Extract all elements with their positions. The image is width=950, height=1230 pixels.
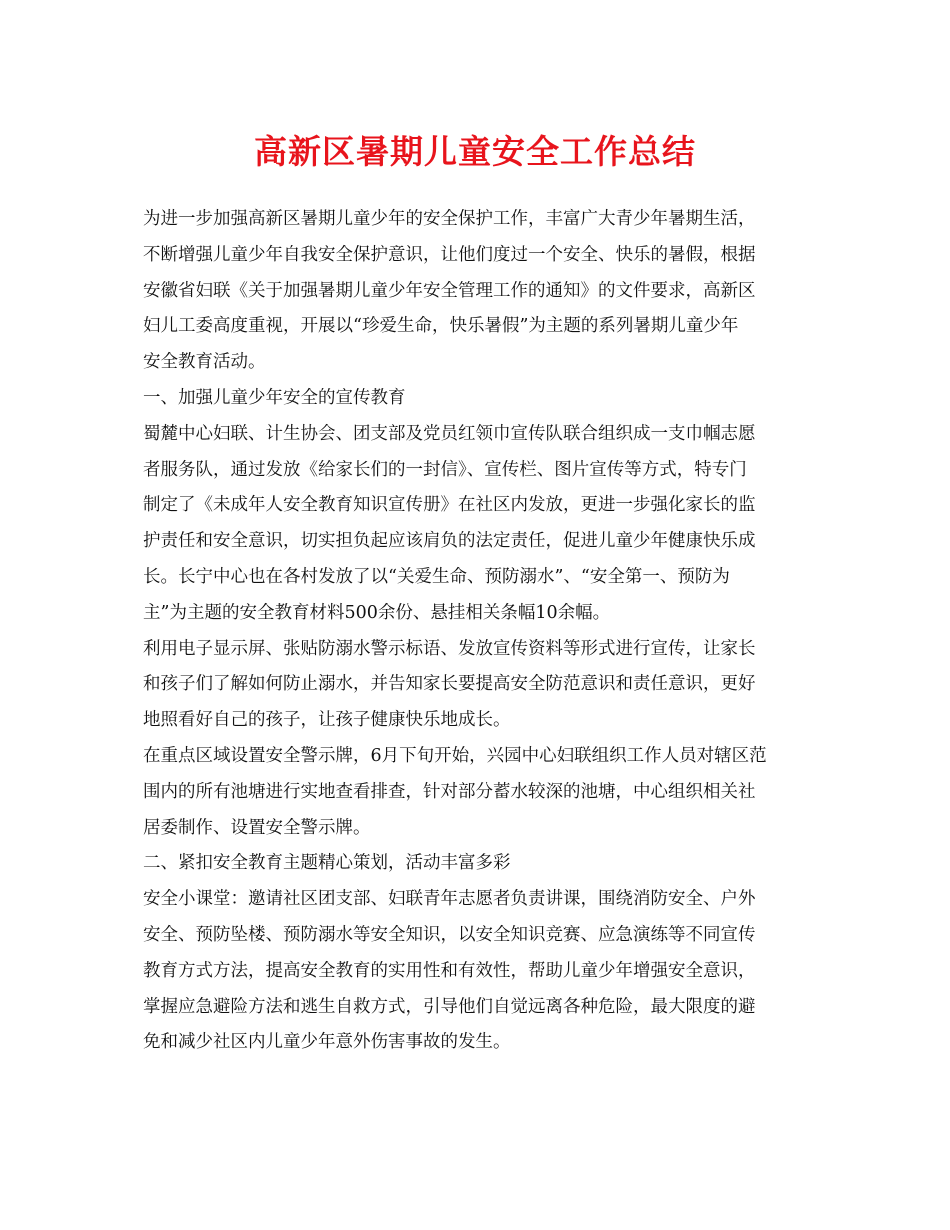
body-line: 护责任和安全意识，切实担负起应该肩负的法定责任，促进儿童少年健康快乐成 [143, 531, 756, 552]
body-line: 为进一步加强高新区暑期儿童少年的安全保护工作，丰富广大青少年暑期生活， [143, 209, 756, 229]
body-line: 利用电子显示屏、张贴防溺水警示标语、发放宣传资料等形式进行宣传，让家长 [143, 638, 756, 659]
body-line: 蜀麓中心妇联、计生协会、团支部及党员红领巾宣传队联合组织成一支巾帼志愿 [143, 423, 756, 444]
body-line: 教育方式方法，提高安全教育的实用性和有效性，帮助儿童少年增强安全意识， [143, 960, 756, 981]
document-body [143, 202, 808, 1061]
body-line: 安徽省妇联《关于加强暑期儿童少年安全管理工作的通知》的文件要求，高新区 [143, 280, 756, 301]
body-line: 免和减少社区内儿童少年意外伤害事故的发生。 [143, 1032, 511, 1053]
body-line: 主”为主题的安全教育材料500余份、悬挂相关条幅10余幅。 [143, 602, 611, 623]
body-line: 安全教育活动。 [143, 352, 266, 373]
body-line: 在重点区域设置安全警示牌，6月下旬开始，兴园中心妇联组织工作人员对辖区范 [143, 745, 767, 766]
body-line: 长。长宁中心也在各村发放了以“关爱生命、预防溺水”、“安全第一、预防为 [143, 566, 730, 587]
document-title: 高新区暑期儿童安全工作总结 [254, 132, 696, 171]
body-line: 制定了《未成年人安全教育知识宣传册》在社区内发放，更进一步强化家长的监 [143, 495, 756, 516]
body-line: 围内的所有池塘进行实地查看排查，针对部分蓄水较深的池塘，中心组织相关社 [143, 781, 756, 802]
body-line: 和孩子们了解如何防止溺水，并告知家长要提高安全防范意识和责任意识，更好 [143, 674, 756, 695]
body-line: 安全小课堂：邀请社区团支部、妇联青年志愿者负责讲课，围绕消防安全、户外 [143, 889, 756, 910]
body-line: 居委制作、设置安全警示牌。 [143, 817, 371, 838]
body-line: 地照看好自己的孩子，让孩子健康快乐地成长。 [143, 710, 511, 731]
body-line: 妇儿工委高度重视，开展以“珍爱生命，快乐暑假”为主题的系列暑期儿童少年 [143, 316, 739, 337]
body-line: 安全、预防坠楼、预防溺水等安全知识，以安全知识竞赛、应急演练等不同宣传 [143, 924, 756, 945]
section-heading: 一、加强儿童少年安全的宣传教育 [143, 387, 406, 408]
body-line: 者服务队，通过发放《给家长们的一封信》、宣传栏、图片宣传等方式，特专门 [143, 459, 747, 480]
section-heading: 二、紧扣安全教育主题精心策划，活动丰富多彩 [143, 853, 511, 874]
body-line: 不断增强儿童少年自我安全保护意识，让他们度过一个安全、快乐的暑假，根据 [143, 244, 756, 265]
body-line: 掌握应急避险方法和逃生自救方式，引导他们自觉远离各种危险，最大限度的避 [143, 996, 756, 1017]
